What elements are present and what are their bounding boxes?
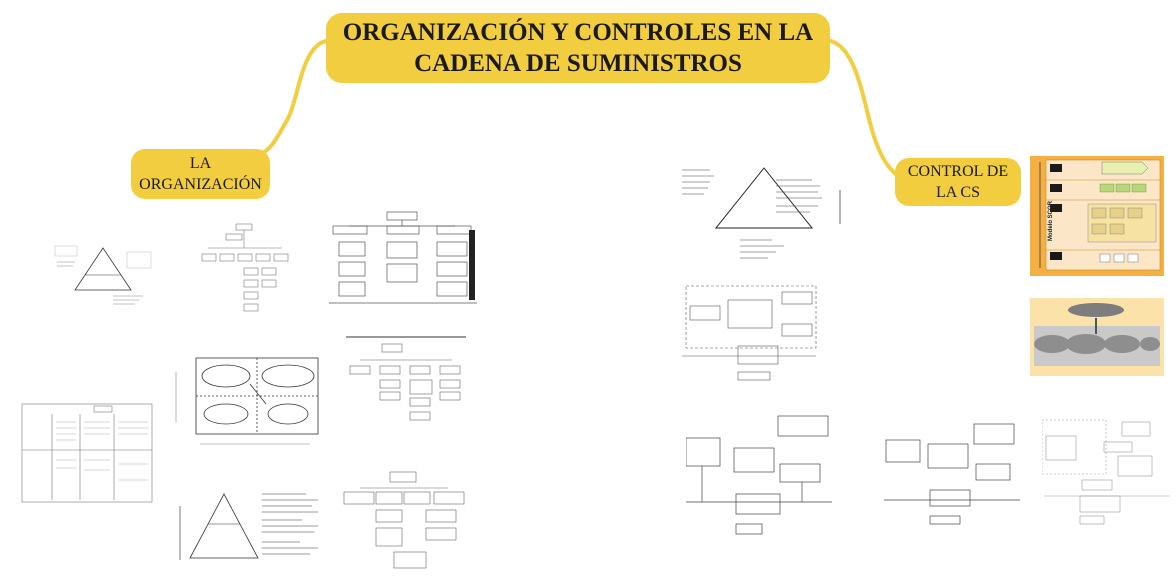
control-system-flow-image <box>678 284 820 382</box>
branch-organizacion-line2: ORGANIZACIÓN <box>139 176 262 193</box>
logistics-matrix-image <box>170 352 322 452</box>
process-organization-chart-image <box>340 468 468 572</box>
central-topic-line1: ORGANIZACIÓN Y CONTROLES EN LA <box>342 19 814 46</box>
control-triangle-image <box>680 160 848 268</box>
central-topic[interactable] <box>326 13 830 83</box>
scor-model-image <box>1030 156 1164 276</box>
org-pyramid-diagram-image <box>53 240 153 308</box>
organization-tree-image <box>344 330 468 440</box>
branch-organizacion-line1: LA <box>189 155 212 172</box>
supply-chain-process-image <box>1030 298 1164 376</box>
closed-loop-control-image <box>884 420 1024 530</box>
org-chart-diagram-image <box>198 218 296 326</box>
branch-control-cs-line1: CONTROL DE <box>907 163 1009 180</box>
functional-organization-image <box>327 208 479 312</box>
control-system-diagram-image <box>1042 416 1174 526</box>
central-topic-line2: CADENA DE SUMINISTROS <box>414 50 742 77</box>
open-loop-control-image <box>686 414 836 538</box>
branch-control-cs[interactable] <box>895 158 1021 206</box>
branch-control-cs-line2: LA CS <box>935 184 980 201</box>
logistics-pyramid-image <box>172 486 324 570</box>
organization-table-image <box>18 400 156 506</box>
scor-side-label: Modelo SCOR <box>1048 201 1054 241</box>
branch-organizacion[interactable] <box>131 149 270 199</box>
